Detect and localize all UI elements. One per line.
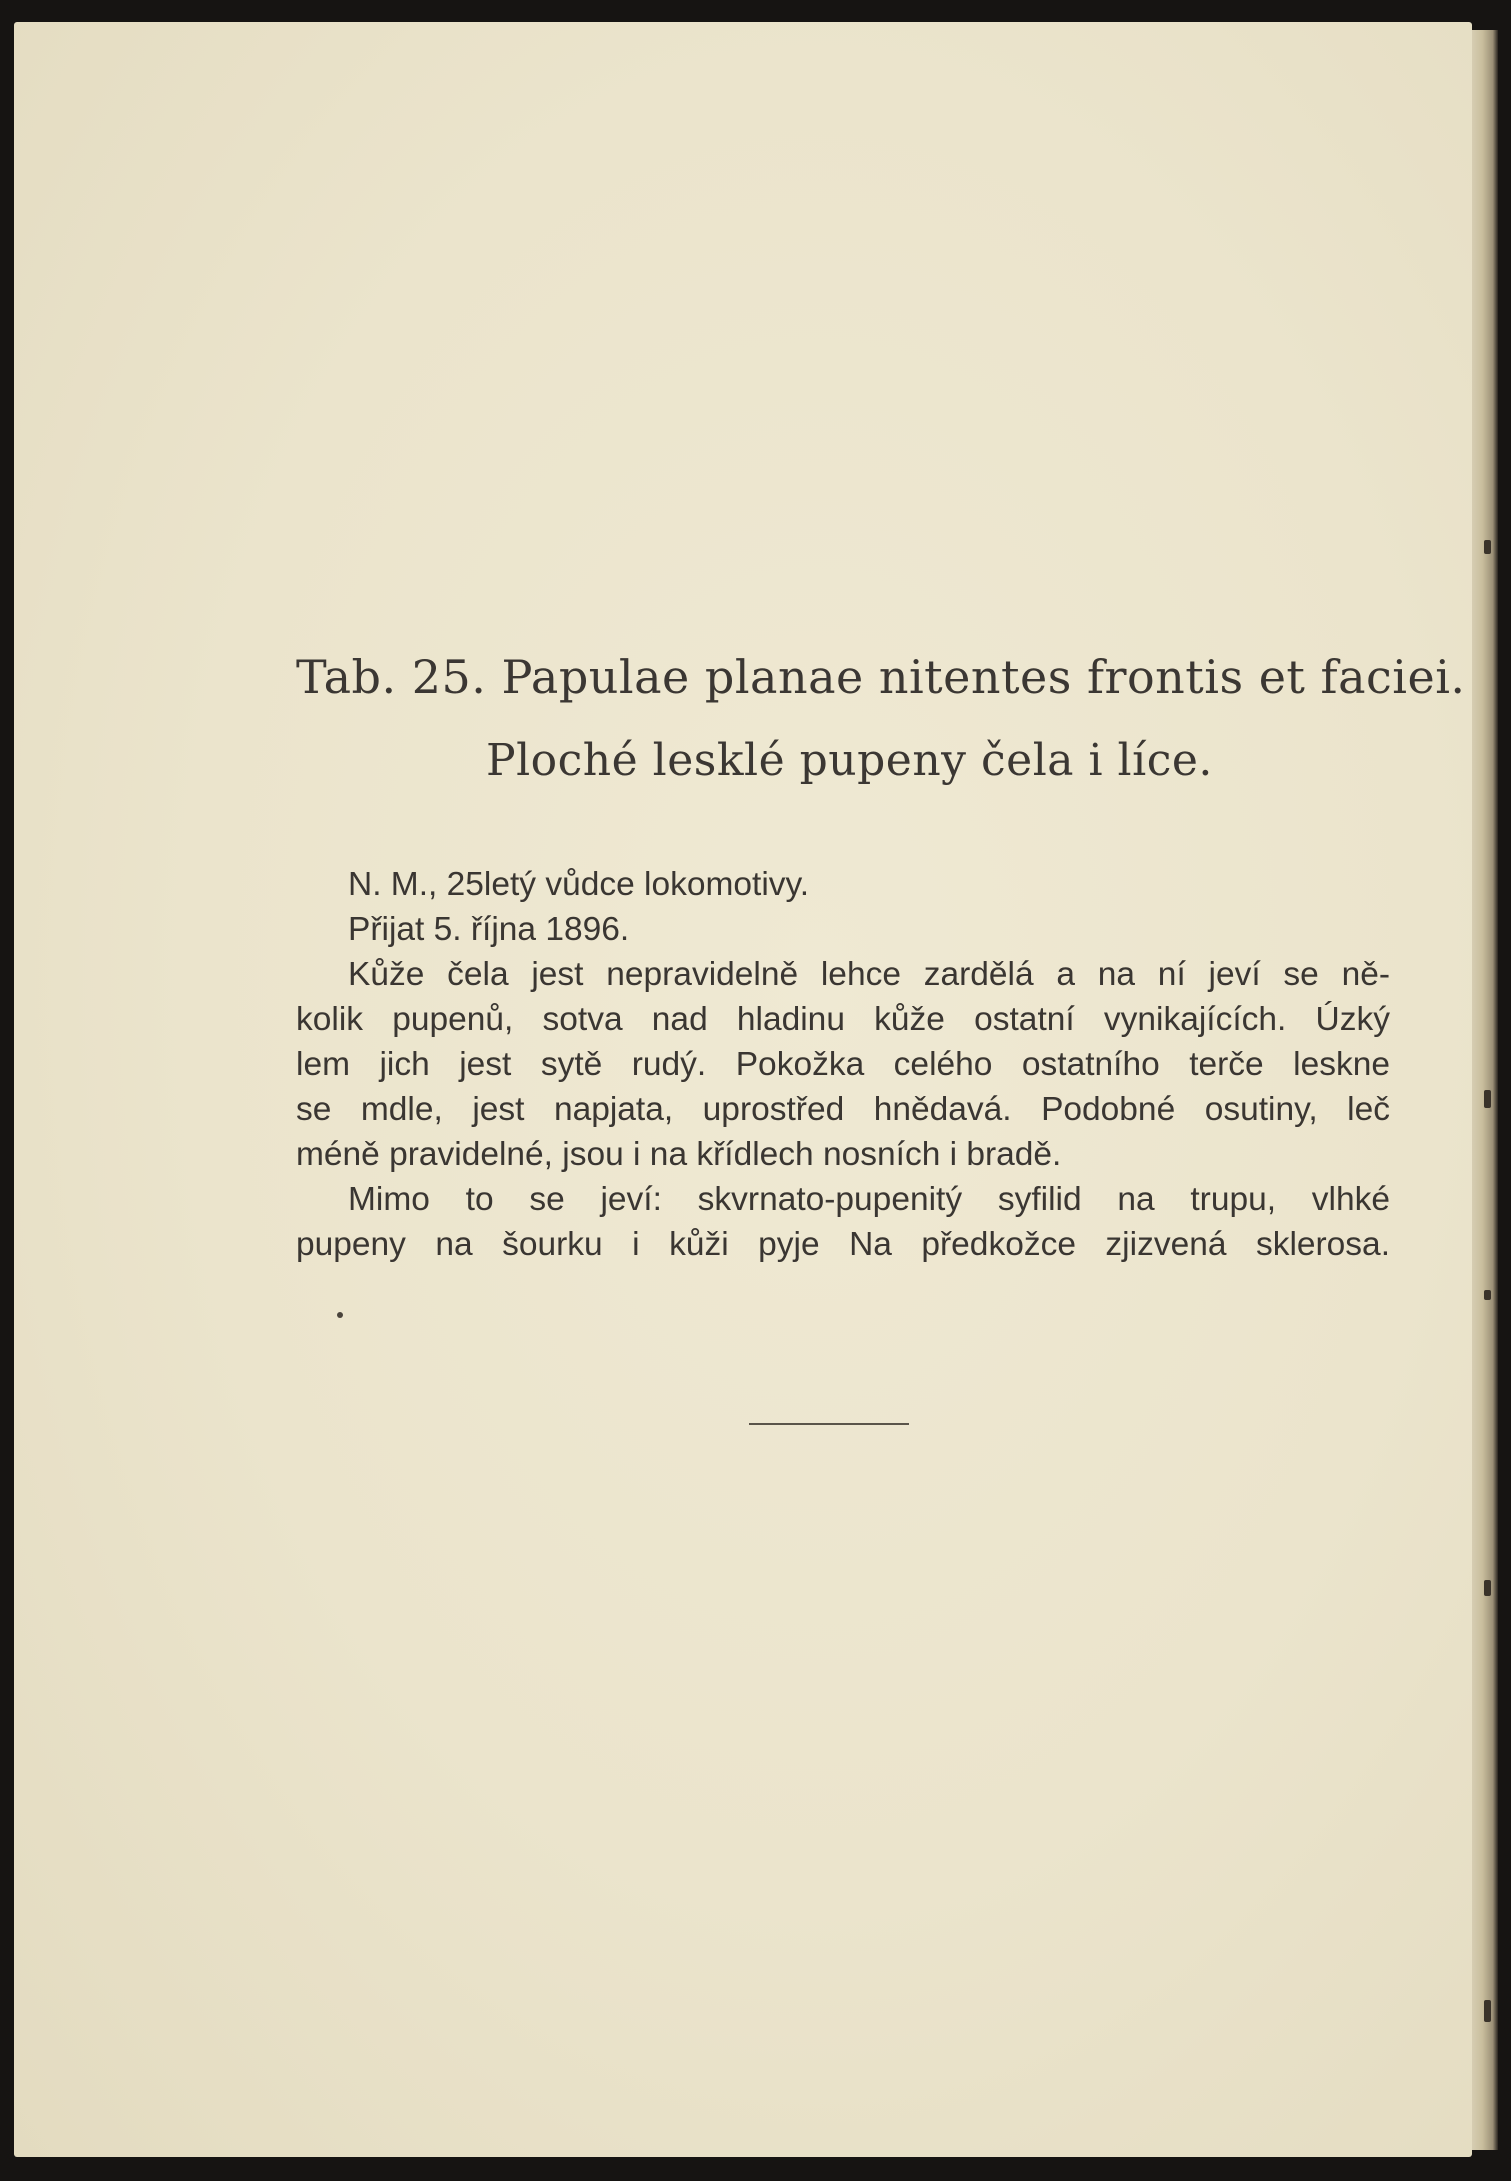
description-line: Kůže čela jest nepravidelně lehce zardělá a na ní jeví se ně- (348, 956, 1390, 993)
additional-findings-line: pupeny na šourku i kůži pyje Na předkožce zjizvená sklerosa. (296, 1226, 1390, 1263)
description-line: méně pravidelné, jsou i na křídlech nosních i bradě. (296, 1136, 1062, 1173)
plate-title: Tab. 25. Papulae planae nitentes frontis et faciei. (296, 650, 1466, 704)
closing-rule (749, 1423, 909, 1425)
case-report (296, 862, 1390, 1267)
additional-findings-line: Mimo to se jeví: skvrnato-pupenitý syfilid na trupu, vlhké (348, 1181, 1390, 1218)
admission-line: Přijat 5. října 1896. (348, 911, 630, 948)
description-line: kolik pupenů, sotva nad hladinu kůže ostatní vynikajících. Úzký (296, 1001, 1390, 1038)
page-content (14, 22, 1472, 2157)
page-sheet (14, 22, 1472, 2157)
description-line: lem jich jest sytě rudý. Pokožka celého ostatního terče leskne (296, 1046, 1390, 1083)
description-line: se mdle, jest napjata, uprostřed hnědavá. Podobné osutiny, leč (296, 1091, 1390, 1128)
plate-subtitle: Ploché lesklé pupeny čela i líce. (486, 735, 1213, 786)
ink-speck (337, 1312, 343, 1318)
patient-line: N. M., 25letý vůdce lokomotivy. (348, 866, 810, 903)
binding-marks (1484, 520, 1492, 2120)
